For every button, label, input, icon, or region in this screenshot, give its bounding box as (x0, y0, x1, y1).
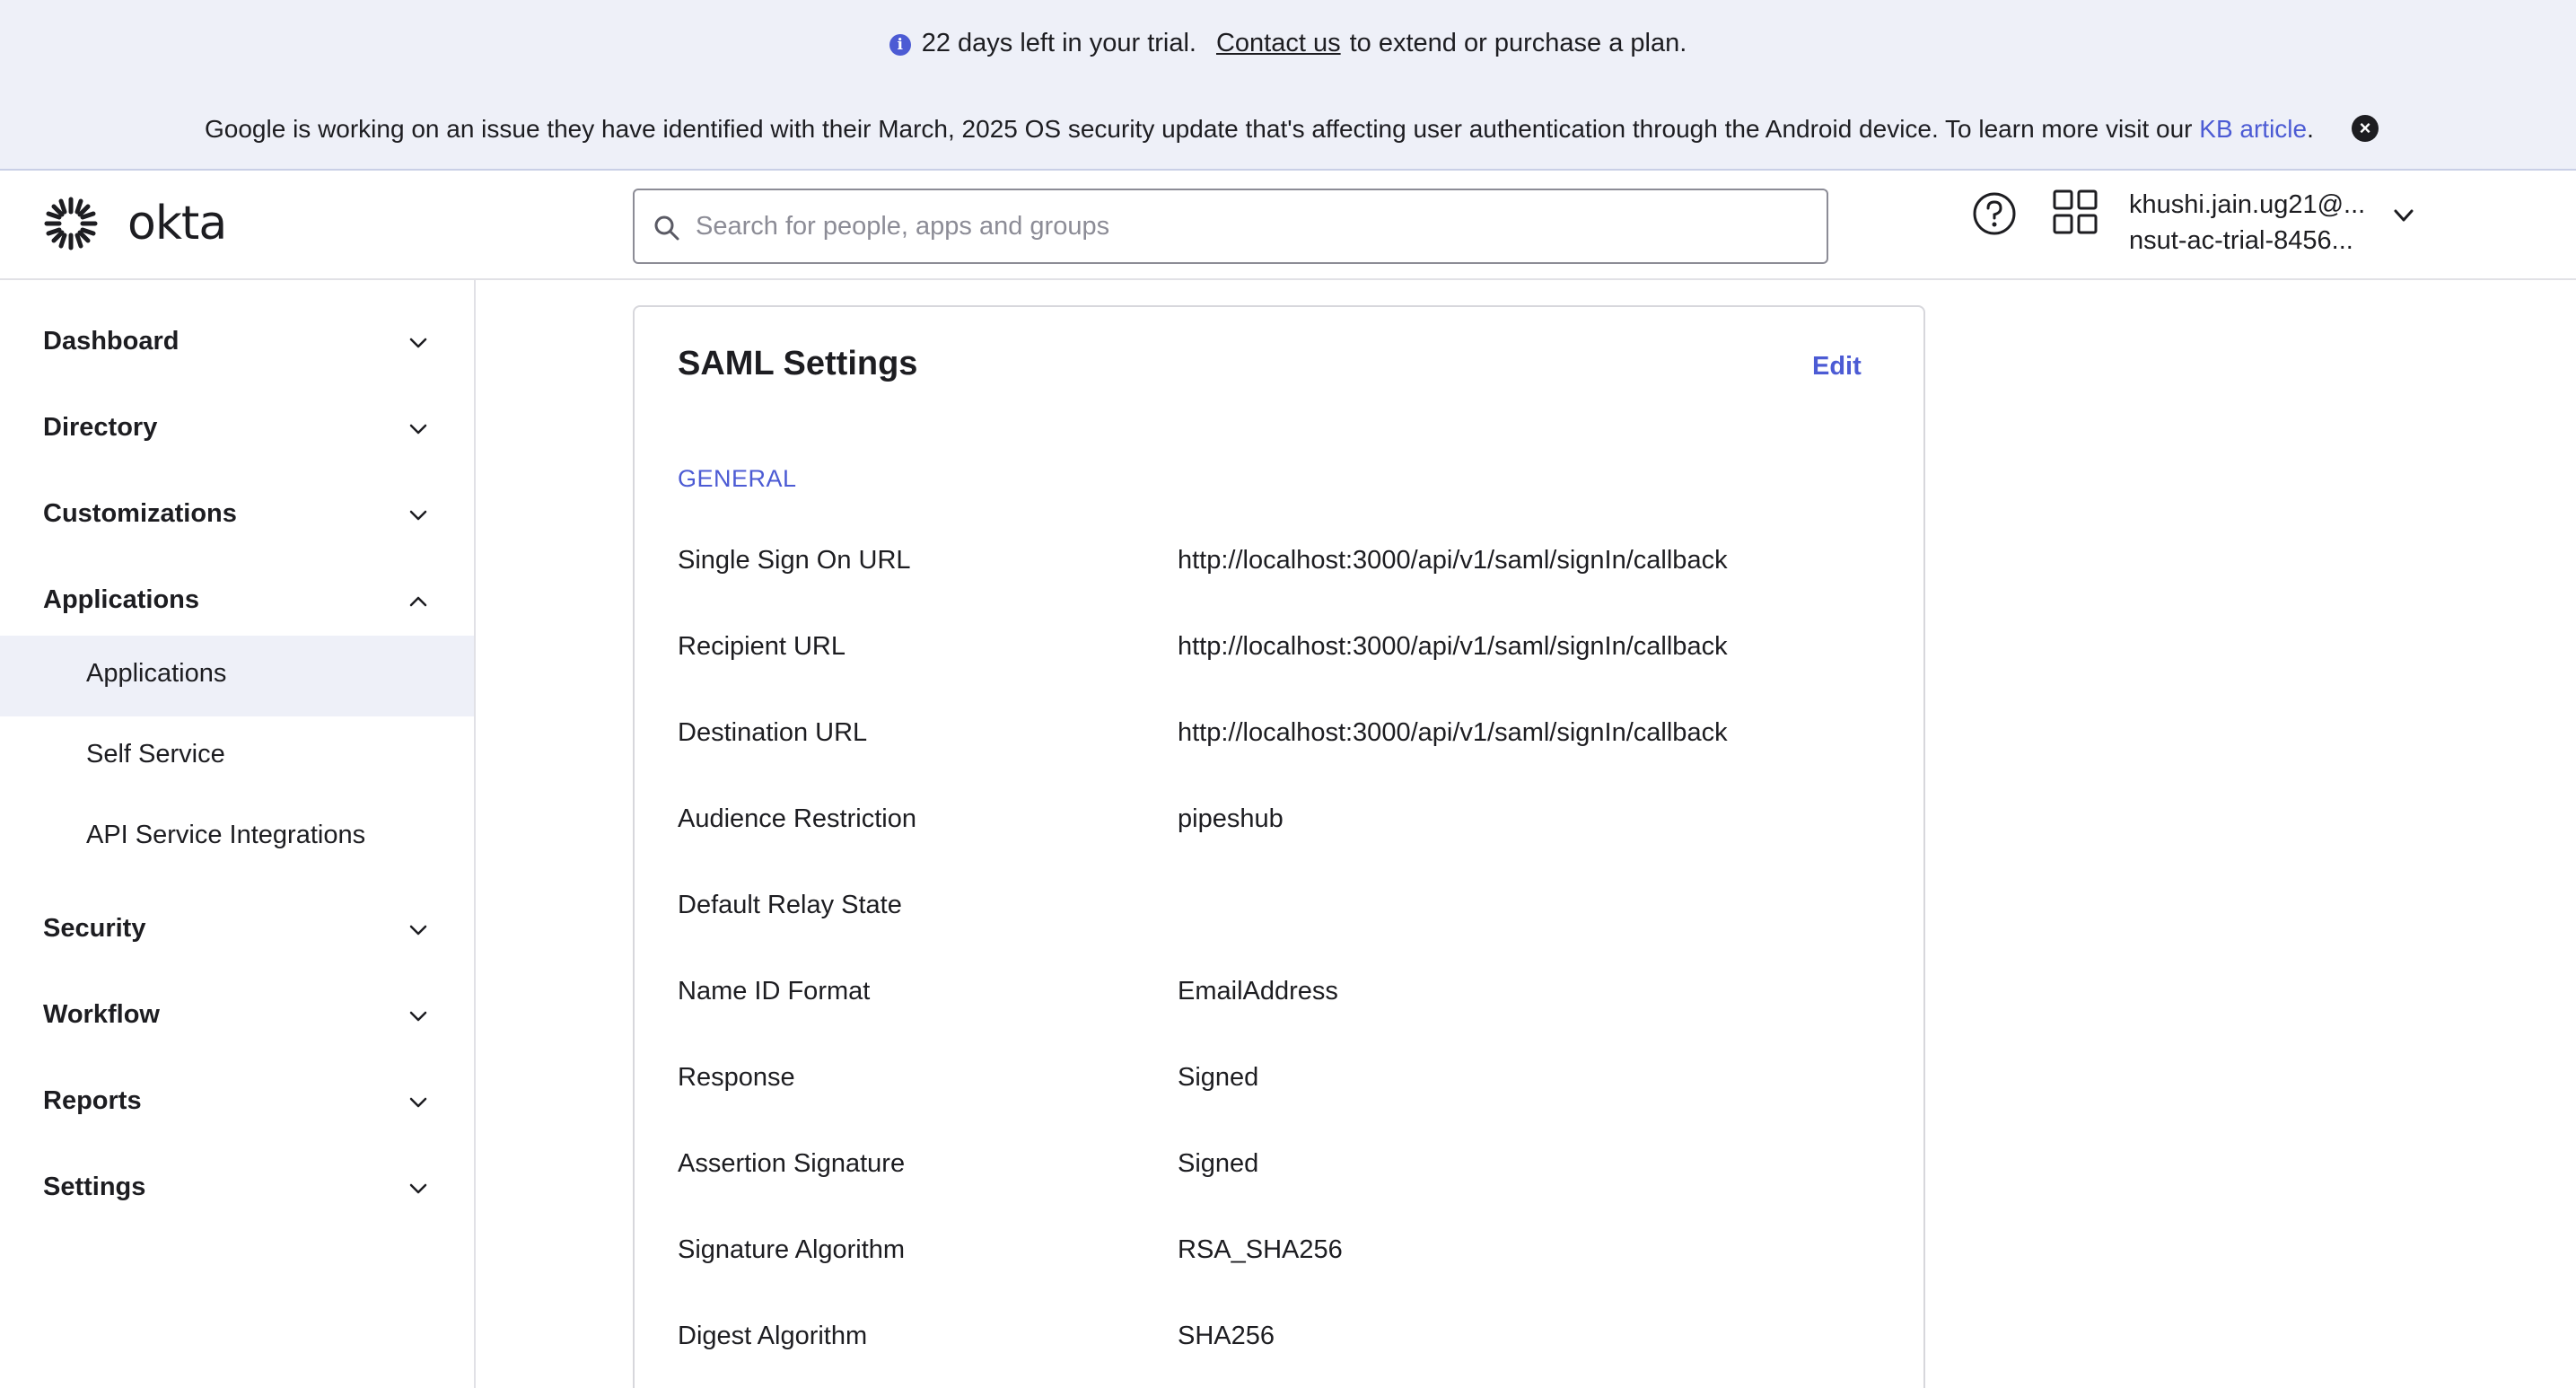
settings-row (678, 632, 1880, 677)
setting-value: Signed (1178, 1149, 1259, 1178)
setting-value: Signed (1178, 1063, 1259, 1092)
sidebar-subitem-api-service-integrations[interactable] (0, 797, 474, 878)
help-icon[interactable] (1971, 190, 2018, 237)
sidebar-item-settings[interactable] (0, 1162, 474, 1216)
settings-row (678, 1149, 1880, 1194)
sidebar-item-label: Customizations (43, 499, 237, 528)
setting-value: http://localhost:3000/api/v1/saml/signIn/callback (1178, 718, 1728, 747)
chevron-down-icon[interactable] (2391, 203, 2416, 228)
search-input[interactable] (696, 190, 1809, 262)
card-title: SAML Settings (678, 345, 918, 382)
chevron-down-icon (407, 505, 429, 526)
saml-settings-card (633, 305, 1925, 1388)
search-box[interactable] (633, 189, 1828, 264)
banner-area (0, 0, 2576, 171)
setting-value: SHA256 (1178, 1322, 1275, 1350)
chevron-up-icon (407, 591, 429, 612)
sidebar-subitem-applications[interactable] (0, 636, 474, 716)
search-icon (653, 214, 681, 242)
settings-row (678, 891, 1880, 936)
sidebar-item-dashboard[interactable] (0, 316, 474, 370)
settings-row (678, 1235, 1880, 1280)
setting-value: EmailAddress (1178, 977, 1338, 1006)
setting-key: Destination URL (678, 718, 868, 747)
sidebar-item-label: Dashboard (43, 327, 180, 356)
setting-key: Response (678, 1063, 795, 1092)
chevron-down-icon (407, 1092, 429, 1113)
sidebar-item-applications[interactable] (0, 575, 474, 628)
notice-banner (205, 111, 2314, 147)
settings-row (678, 1063, 1880, 1108)
setting-key: Single Sign On URL (678, 546, 911, 575)
setting-value: RSA_SHA256 (1178, 1235, 1343, 1264)
sidebar-item-workflow[interactable] (0, 989, 474, 1043)
sidebar-subitem-label: Applications (86, 659, 227, 688)
chevron-down-icon (407, 418, 429, 440)
setting-key: Assertion Signature (678, 1149, 906, 1178)
settings-row (678, 804, 1880, 849)
sidebar-item-customizations[interactable] (0, 488, 474, 542)
sidebar-item-directory[interactable] (0, 402, 474, 456)
chevron-down-icon (407, 1006, 429, 1027)
user-email: khushi.jain.ug21@... (2129, 190, 2366, 219)
chevron-down-icon (407, 332, 429, 354)
trial-text: 22 days left in your trial. (921, 29, 1196, 57)
sidebar-item-label: Security (43, 914, 146, 943)
trial-text-after: to extend or purchase a plan. (1349, 29, 1687, 57)
setting-key: Digest Algorithm (678, 1322, 868, 1350)
trial-banner (0, 25, 2576, 61)
chevron-down-icon (407, 919, 429, 941)
sidebar-item-label: Applications (43, 585, 200, 614)
setting-key: Default Relay State (678, 891, 902, 919)
setting-value: pipeshub (1178, 804, 1284, 833)
notice-suffix: . (2307, 115, 2314, 143)
sidebar-subitem-label: Self Service (86, 740, 225, 769)
chevron-down-icon (407, 1178, 429, 1199)
sidebar-item-security[interactable] (0, 903, 474, 957)
contact-us-link[interactable]: Contact us (1215, 29, 1341, 57)
setting-key: Audience Restriction (678, 804, 916, 833)
sidebar-item-label: Directory (43, 413, 158, 442)
sidebar-item-label: Reports (43, 1086, 142, 1115)
settings-row (678, 977, 1880, 1022)
app-grid-icon[interactable] (2052, 189, 2098, 235)
setting-value: http://localhost:3000/api/v1/saml/signIn/callback (1178, 632, 1728, 661)
user-menu[interactable] (2129, 187, 2365, 259)
sidebar-subitem-self-service[interactable] (0, 716, 474, 797)
okta-logo[interactable] (41, 194, 226, 253)
setting-key: Recipient URL (678, 632, 846, 661)
edit-button[interactable]: Edit (1812, 352, 1862, 381)
kb-article-link[interactable]: KB article (2199, 115, 2308, 143)
logo-text: okta (127, 197, 227, 250)
section-heading: GENERAL (678, 465, 797, 492)
sidebar-subitem-label: API Service Integrations (86, 821, 366, 849)
user-org: nsut-ac-trial-8456... (2129, 226, 2353, 255)
settings-row (678, 1322, 1880, 1366)
sidebar-item-label: Settings (43, 1173, 146, 1201)
settings-row (678, 546, 1880, 591)
setting-key: Signature Algorithm (678, 1235, 906, 1264)
sidebar-item-reports[interactable] (0, 1076, 474, 1129)
settings-row (678, 718, 1880, 763)
sidebar-item-label: Workflow (43, 1000, 160, 1029)
setting-value: http://localhost:3000/api/v1/saml/signIn/callback (1178, 546, 1728, 575)
close-icon[interactable]: × (2352, 115, 2379, 142)
setting-key: Name ID Format (678, 977, 871, 1006)
sidebar (0, 280, 476, 1388)
top-header (0, 171, 2576, 280)
info-icon: i (889, 34, 911, 56)
okta-sunburst-icon (41, 194, 101, 253)
notice-text: Google is working on an issue they have identified with their March, 2025 OS security update that's affecting user authentication through the Android device. To learn more visit our (205, 115, 2200, 143)
